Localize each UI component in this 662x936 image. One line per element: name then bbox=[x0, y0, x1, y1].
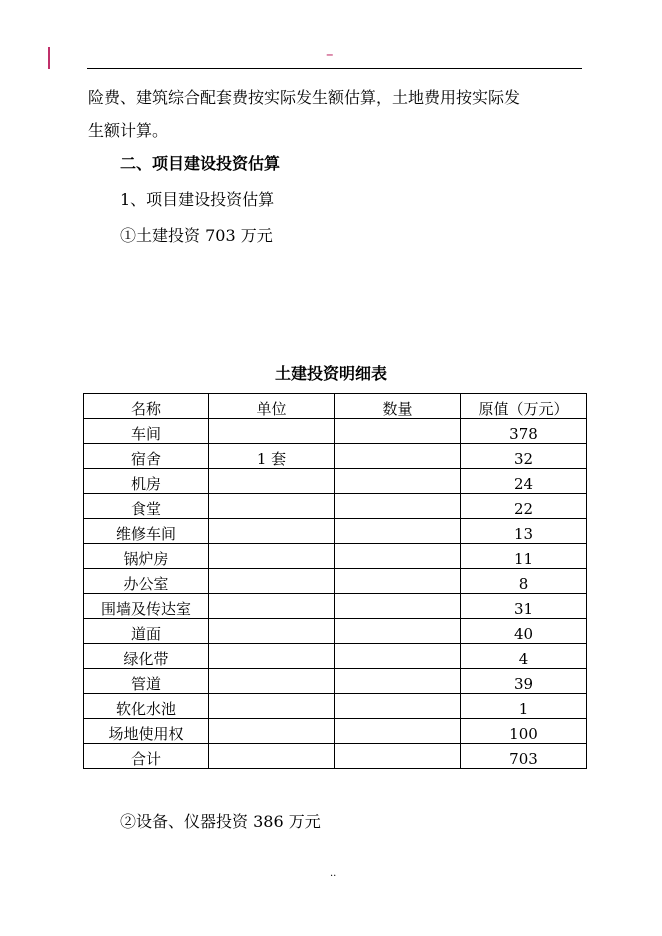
table-row bbox=[84, 694, 587, 719]
margin-marker bbox=[48, 47, 50, 69]
section-heading: 二、项目建设投资估算 bbox=[120, 154, 281, 173]
cell-value: 4 bbox=[461, 644, 587, 669]
cell-name: 机房 bbox=[84, 469, 209, 494]
paragraph-line-1: 险费、建筑综合配套费按实际发生额估算，土地费用按实际发 bbox=[88, 88, 521, 107]
cell-value: 11 bbox=[461, 544, 587, 569]
cell-value: 32 bbox=[461, 444, 587, 469]
cell-quantity bbox=[335, 694, 461, 719]
cell-name: 维修车间 bbox=[84, 519, 209, 544]
table-header-row bbox=[84, 394, 587, 419]
paragraph-line-2: 生额计算。 bbox=[88, 121, 169, 140]
table-row bbox=[84, 519, 587, 544]
header-value: 原值（万元） bbox=[461, 394, 587, 419]
cell-name: 车间 bbox=[84, 419, 209, 444]
cell-unit bbox=[209, 669, 335, 694]
cell-value: 40 bbox=[461, 619, 587, 644]
header-name: 名称 bbox=[84, 394, 209, 419]
cell-quantity bbox=[335, 719, 461, 744]
cell-value: 1 bbox=[461, 694, 587, 719]
cell-unit bbox=[209, 619, 335, 644]
cell-quantity bbox=[335, 469, 461, 494]
cell-name: 食堂 bbox=[84, 494, 209, 519]
cell-value: 22 bbox=[461, 494, 587, 519]
cell-value: 378 bbox=[461, 419, 587, 444]
cell-unit bbox=[209, 469, 335, 494]
cell-name: 道面 bbox=[84, 619, 209, 644]
civil-investment-item: ①土建投资 703 万元 bbox=[120, 226, 273, 245]
table-row bbox=[84, 719, 587, 744]
header-mark: – bbox=[326, 45, 334, 63]
table-row bbox=[84, 419, 587, 444]
cell-unit bbox=[209, 744, 335, 769]
cell-name: 合计 bbox=[84, 744, 209, 769]
table-row bbox=[84, 594, 587, 619]
cell-value: 24 bbox=[461, 469, 587, 494]
subsection-heading: 1、项目建设投资估算 bbox=[120, 190, 275, 209]
cell-name: 场地使用权 bbox=[84, 719, 209, 744]
cell-unit bbox=[209, 569, 335, 594]
cell-quantity bbox=[335, 744, 461, 769]
cell-quantity bbox=[335, 594, 461, 619]
cell-name: 锅炉房 bbox=[84, 544, 209, 569]
footer-mark: .. bbox=[330, 868, 337, 879]
header-quantity: 数量 bbox=[335, 394, 461, 419]
cell-name: 软化水池 bbox=[84, 694, 209, 719]
cell-quantity bbox=[335, 669, 461, 694]
header-rule bbox=[87, 68, 582, 69]
table-row bbox=[84, 644, 587, 669]
cell-value: 100 bbox=[461, 719, 587, 744]
cell-unit bbox=[209, 544, 335, 569]
table-title: 土建投资明细表 bbox=[274, 364, 387, 383]
cell-name: 绿化带 bbox=[84, 644, 209, 669]
cell-unit bbox=[209, 644, 335, 669]
cell-unit bbox=[209, 694, 335, 719]
table-row bbox=[84, 569, 587, 594]
cell-quantity bbox=[335, 644, 461, 669]
cell-value: 31 bbox=[461, 594, 587, 619]
cell-quantity bbox=[335, 544, 461, 569]
table-row bbox=[84, 544, 587, 569]
cell-unit bbox=[209, 594, 335, 619]
cell-quantity bbox=[335, 444, 461, 469]
table-row bbox=[84, 469, 587, 494]
cell-quantity bbox=[335, 569, 461, 594]
table-row bbox=[84, 444, 587, 469]
cell-unit bbox=[209, 419, 335, 444]
cell-quantity bbox=[335, 494, 461, 519]
cell-unit bbox=[209, 719, 335, 744]
table-row bbox=[84, 744, 587, 769]
cell-quantity bbox=[335, 419, 461, 444]
table-row bbox=[84, 494, 587, 519]
cell-unit bbox=[209, 519, 335, 544]
cell-unit bbox=[209, 494, 335, 519]
cell-value: 8 bbox=[461, 569, 587, 594]
cell-unit: 1 套 bbox=[209, 444, 335, 469]
cell-quantity bbox=[335, 519, 461, 544]
cell-name: 围墙及传达室 bbox=[84, 594, 209, 619]
cell-value: 13 bbox=[461, 519, 587, 544]
cell-value: 703 bbox=[461, 744, 587, 769]
cell-quantity bbox=[335, 619, 461, 644]
cell-name: 管道 bbox=[84, 669, 209, 694]
cell-value: 39 bbox=[461, 669, 587, 694]
cell-name: 宿舍 bbox=[84, 444, 209, 469]
header-unit: 单位 bbox=[209, 394, 335, 419]
cell-name: 办公室 bbox=[84, 569, 209, 594]
civil-investment-table bbox=[83, 393, 587, 769]
equipment-investment-item: ②设备、仪器投资 386 万元 bbox=[120, 812, 321, 831]
table-row bbox=[84, 669, 587, 694]
table-row bbox=[84, 619, 587, 644]
